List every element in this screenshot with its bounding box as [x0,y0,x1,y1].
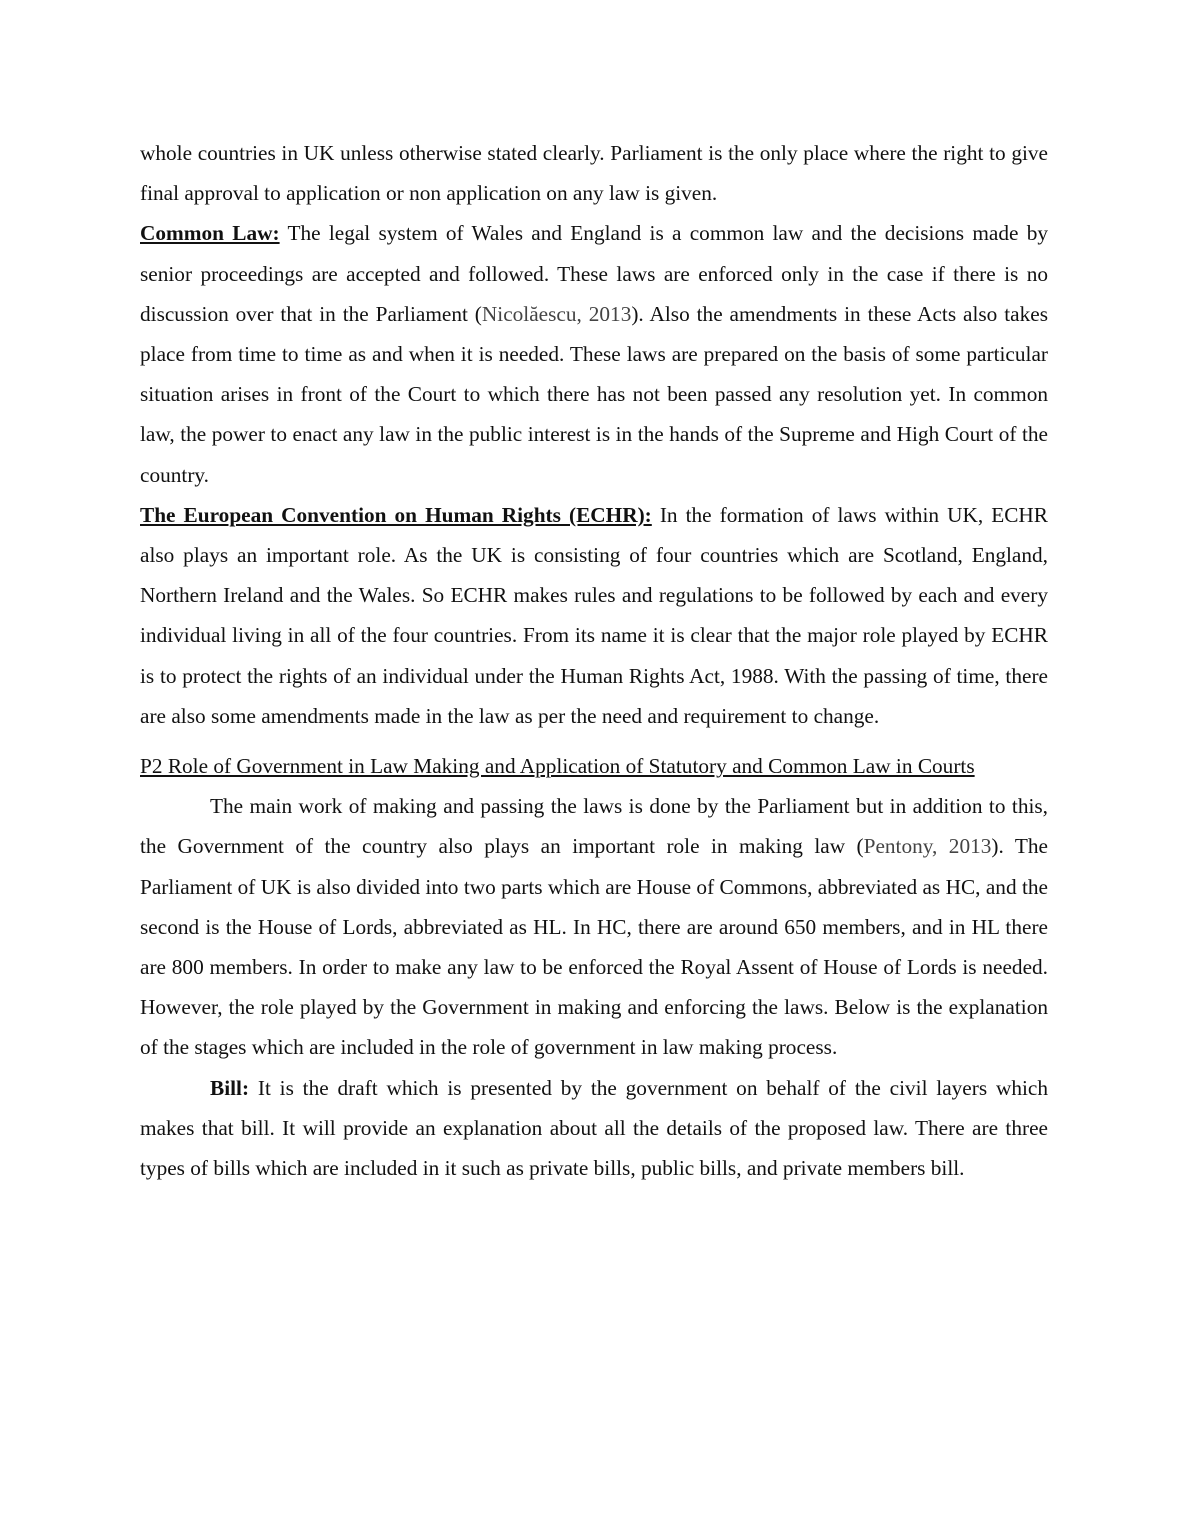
common-law-paragraph [140,213,1048,494]
echr-term: The European Convention on Human Rights (ECHR): [140,502,652,527]
bill-term: Bill: [210,1075,250,1100]
bill-paragraph [140,1068,1048,1189]
government-text-after: ). The Parliament of UK is also divided into two parts which are House of Commons, abbreviated as HC, and the second is the House of Lords, abbreviated as HL. In HC, there are around 650 members, and in HL there are 800 members. In order to make any law to be enforced the Royal Assent of House of Lords is needed. However, the role played by the Government in making and enforcing the laws. Below is the explanation of the stages which are included in the role of government in law making process. [140,834,1048,1060]
government-text-before: The main work of making and passing the laws is done by the Parliament but in addition to this, the Government of the country also plays an important role in making law ( [140,794,1048,859]
document-page [140,133,1048,1188]
intro-text: whole countries in UK unless otherwise stated clearly. Parliament is the only place where the right to give final approval to application or non application on any law is given. [140,141,1048,206]
echr-text: In the formation of laws within UK, ECHR also plays an important role. As the UK is consisting of four countries which are Scotland, England, Northern Ireland and the Wales. So ECHR makes rules and regulations to be followed by each and every individual living in all of the four countries. From its name it is clear that the major role played by ECHR is to protect the rights of an individual under the Human Rights Act, 1988. With the passing of time, there are also some amendments made in the law as per the need and requirement to change. [140,502,1048,728]
common-law-text-after: ). Also the amendments in these Acts also takes place from time to time as and when it is needed. These laws are prepared on the basis of some particular situation arises in front of the Court to which there has not been passed any resolution yet. In common law, the power to enact any law in the public interest is in the hands of the Supreme and High Court of the country. [140,301,1048,487]
bill-text: It is the draft which is presented by the government on behalf of the civil layers which makes that bill. It will provide an explanation about all the details of the proposed law. There are three types of bills which are included in it such as private bills, public bills, and private members bill. [140,1075,1048,1181]
common-law-term: Common Law: [140,221,280,246]
common-law-text-before: The legal system of Wales and England is a common law and the decisions made by senior proceedings are accepted and followed. These laws are enforced only in the case if there is no discussion over that in the Parliament ( [140,221,1049,326]
common-law-citation: Nicolăescu, 2013 [481,301,632,326]
intro-paragraph [140,133,1048,213]
section-heading-p2: P2 Role of Government in Law Making and Application of Statutory and Common Law in Courts [140,754,975,779]
government-paragraph [140,786,1048,1067]
echr-paragraph [140,495,1048,736]
government-citation: Pentony, 2013 [863,834,992,859]
